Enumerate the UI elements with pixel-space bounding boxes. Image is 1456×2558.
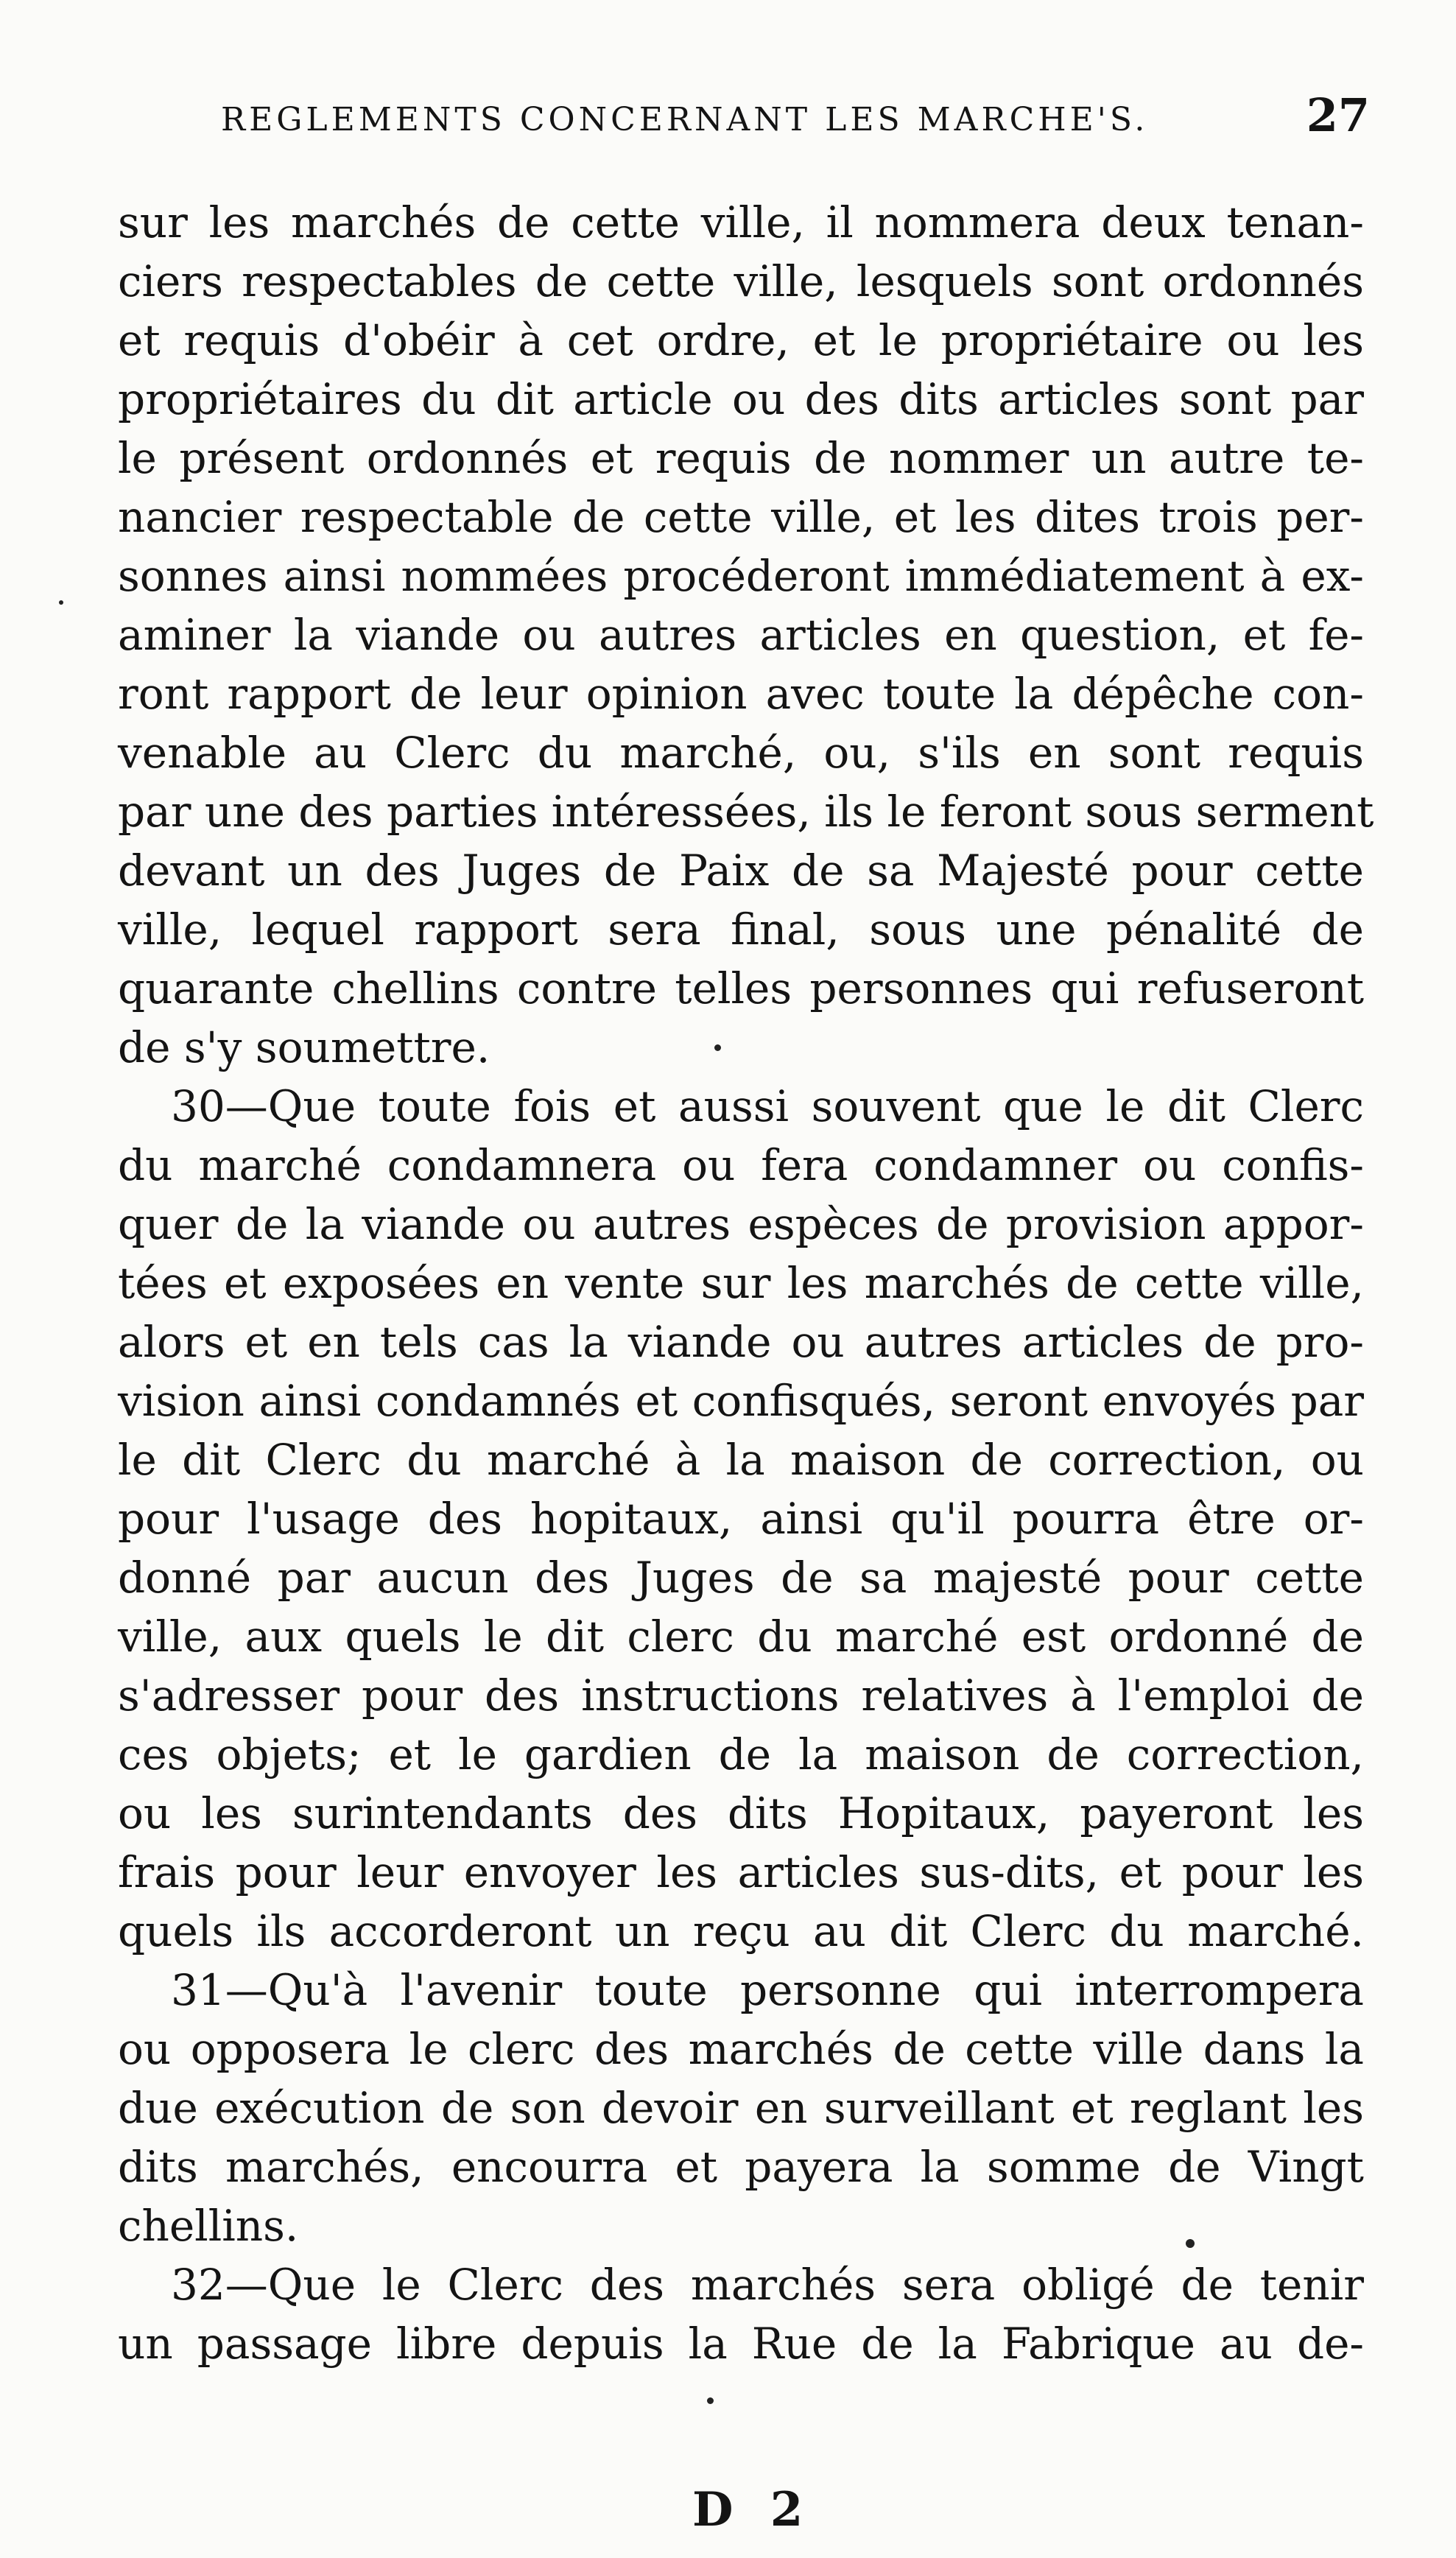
text-line: tées et exposées en vente sur les marchés de cette ville, xyxy=(118,1258,1364,1308)
text-line: quels ils accorderont un reçu au dit Clerc du marché. xyxy=(118,1906,1364,1956)
text-line: ou opposera le clerc des marchés de cette ville dans la xyxy=(118,2024,1364,2074)
text-line: ront rapport de leur opinion avec toute la dépêche con- xyxy=(118,669,1364,719)
text-line: propriétaires du dit article ou des dits articles sont par xyxy=(118,374,1364,424)
article-31-start: 31—Qu'à l'avenir toute personne qui interrompera xyxy=(171,1965,1364,2015)
text-line: devant un des Juges de Paix de sa Majesté pour cette xyxy=(118,846,1364,896)
text-line: donné par aucun des Juges de sa majesté pour cette xyxy=(118,1553,1364,1603)
body-text xyxy=(118,193,1374,2373)
ink-speck xyxy=(59,600,63,605)
text-line: vision ainsi condamnés et confisqués, seront envoyés par xyxy=(118,1376,1364,1426)
ink-speck xyxy=(714,1044,721,1051)
text-line: s'adresser pour des instructions relatives à l'emploi de xyxy=(118,1670,1364,1721)
text-line: chellins. xyxy=(118,2201,299,2251)
page-number: 27 xyxy=(1306,88,1370,142)
running-head xyxy=(221,87,1370,153)
text-line: quarante chellins contre telles personnes qui refuseront xyxy=(118,963,1364,1013)
text-line: alors et en tels cas la viande ou autres articles de pro- xyxy=(118,1317,1364,1367)
ink-speck xyxy=(707,2397,714,2404)
text-line: du marché condamnera ou fera condamner ou confis- xyxy=(118,1140,1364,1190)
text-line: ville, lequel rapport sera final, sous une pénalité de xyxy=(118,904,1364,955)
text-line: ville, aux quels le dit clerc du marché est ordonné de xyxy=(118,1612,1364,1662)
text-line: le dit Clerc du marché à la maison de correction, ou xyxy=(118,1435,1364,1485)
ink-speck xyxy=(1186,2239,1195,2248)
article-32-start: 32—Que le Clerc des marchés sera obligé de tenir xyxy=(171,2260,1364,2310)
text-line: et requis d'obéir à cet ordre, et le propriétaire ou les xyxy=(118,315,1364,365)
text-line: ciers respectables de cette ville, lesquels sont ordonnés xyxy=(118,256,1364,306)
text-line: dits marchés, encourra et payera la somme de Vingt xyxy=(118,2142,1364,2192)
text-line: quer de la viande ou autres espèces de provision appor- xyxy=(118,1199,1364,1249)
text-line: par une des parties intéressées, ils le feront sous serment xyxy=(118,787,1374,837)
text-line: venable au Clerc du marché, ou, s'ils en sont requis xyxy=(118,728,1364,778)
text-line: sonnes ainsi nommées procéderont immédiatement à ex- xyxy=(118,551,1364,601)
text-line: de s'y soumettre. xyxy=(118,1022,490,1072)
text-line: ces objets; et le gardien de la maison de correction, xyxy=(118,1729,1364,1779)
text-line: sur les marchés de cette ville, il nommera deux tenan- xyxy=(118,197,1364,247)
text-line: le présent ordonnés et requis de nommer un autre te- xyxy=(118,433,1364,483)
text-line: frais pour leur envoyer les articles sus-dits, et pour les xyxy=(118,1847,1364,1897)
signature-mark: D 2 xyxy=(692,2482,814,2537)
text-line: due exécution de son devoir en surveillant et reglant les xyxy=(118,2083,1364,2133)
text-line: nancier respectable de cette ville, et les dites trois per- xyxy=(118,492,1364,542)
text-line: ou les surintendants des dits Hopitaux, payeront les xyxy=(118,1788,1364,1838)
running-head-title: REGLEMENTS CONCERNANT LES MARCHE'S. xyxy=(221,101,1149,138)
text-line: un passage libre depuis la Rue de la Fabrique au de- xyxy=(118,2319,1364,2369)
article-30-start: 30—Que toute fois et aussi souvent que le dit Clerc xyxy=(171,1081,1364,1131)
text-line: pour l'usage des hopitaux, ainsi qu'il pourra être or- xyxy=(118,1494,1364,1544)
text-line: aminer la viande ou autres articles en question, et fe- xyxy=(118,610,1364,660)
